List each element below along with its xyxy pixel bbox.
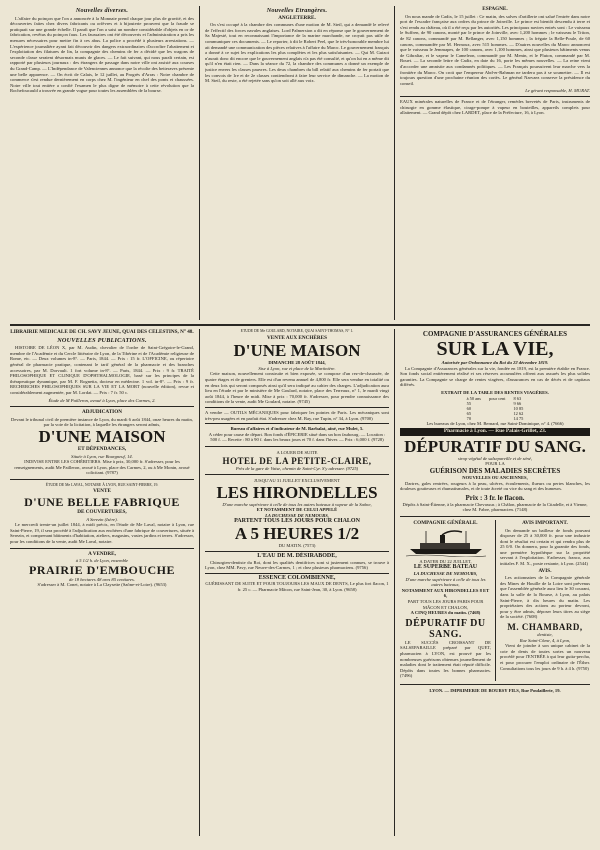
chambard-body: Vient de joindre à son unique cabinet de la cote de dents de toutes sortes un nouveau procédé pour l'ENTRÉE à qui leur gutta-percha, et pour procurer l'emploi ordinaire de l'Éther. Consultations tous les jours de 9 h. à 4 h. (9750) (499, 643, 590, 671)
country-heading: ESPAGNE. (482, 6, 508, 12)
rente-cell: 55 (466, 400, 472, 406)
country-heading: ANGLETERRE. (278, 14, 316, 21)
hirondelles-boat: LA DUCHESSE DE NEMOURS, (265, 512, 329, 518)
compagnie-body: La Compagnie d'Assurances générales sur la vie, fondée en 1819, est la première établie en France. Son fonds social entièrement réalisé et ses réserves accumulées offrent aux assurés les plus solides garanties. La Compagnie se charge de rentes viagères, d'assurances en cas de décès et de capitaux différés. (400, 365, 590, 388)
maison-heading: D'UNE MAISON (38, 426, 166, 446)
essence-title: ESSENCE COLOMBIENNE, (205, 573, 389, 582)
divider (400, 684, 590, 685)
article-body: On nous mande de Cadix, le 15 juillet : Ce matin, des salves d'artillerie ont salué l'entrée dans notre port de l'escadre française aux ordres du prince de Joinville. Le prince est bientôt descendu à terre et s'est rendu au château, où il a été reçu par les autorités. Les principaux navires entrés sont : Le vaisseau le Suffren, de 90 canons, monté par le prince de Joinville, avec 1,200 hommes ; le vaisseau le Triton, de 82 canons, commandé par M. Bellanger, avec 1,150 hommes ; la frégate la Belle-Poule, de 60 canons, commandée par M. Hernoux, avec 515 hommes. — D'autres nouvelles du Maroc annoncent que le vaisseau le Jemmapes, de 100 canons, avec 1,100 hommes, ainsi que plusieurs bâtiments venus de Gibraltar, et le vapeur le Cameleon, commandé par M. Menin, et le Pluton, commandé par M. Bouet. — La seconde lettre de Cadix, en date du 16, porte les mêmes nouvelles. — La reine vient d'accorder une amnistie aux condamnés politiques. — Les Français poursuivent leur marche vers la frontière du Maroc. On croit que l'empereur Abd-er-Rahman ne tardera pas à se soumettre. — Il est toujours question d'une prochaine réunion des cortès. Le général Narvaez conserve la présidence du conseil. (400, 13, 590, 86)
compagnie-title: COMPAGNIE D'ASSURANCES GÉNÉRALES (422, 330, 568, 338)
maison-address: Située à Lyon, rue Bourgneuf, 14. (71, 453, 133, 459)
depuratif-pour: POUR LA (485, 461, 505, 467)
depots-list: Dépôts à Saint-Étienne, à la pharmacie Chevassus ; à Châlon, pharmacie de la Citadelle, et à Vienne, chez M. Fabre, pharmacien. (7148) (402, 501, 588, 513)
top-column-1 (10, 6, 194, 320)
divider (205, 474, 389, 475)
guerison-sub: NOUVELLES OU ANCIENNES, (462, 474, 528, 480)
a-vendre-heading: A VENDRE, (88, 550, 116, 557)
section-divider (10, 324, 590, 326)
hotel-sub: Près de la gare de Vaise, chemin de Saint-Cyr. S'y adresser. (9725) (235, 465, 359, 471)
book-listings: HISTOIRE DE LÉON X, par M. Audin, chevalier de l'ordre de Saint-Grégoire-le-Grand, membre de l'Académie et du Cercle littéraire de Lyon, de la Tibérine et de l'Académie religieuse de Rome, etc. — Deux volumes in-8°. — Paris, 1844. — Prix : 15 fr. L'OFFICINE, ou répertoire général de pharmacie pratique, contenant le tarif général de la pharmacie et des branches accessoires, par M. Dorvault. 1 fort volume in-8°. — Paris, 1844. — Prix : 9 fr. TRAITÉ PHILOSOPHIQUE ET CLINIQUE D'OPHTHALMOLOGIE, basé sur les principes de la thérapeutique dynamique, par M. F. Rognetta, docteur en médecine. 1 vol. in-8°. — Prix : 9 fr. RECHERCHES PHILOSOPHIQUES SUR LA VIE ET LA MORT (nouvelle édition), revue et considérablement augmentée, par M. Lordat. — Prix : 7 fr. 50 c. (10, 345, 194, 395)
column-divider (199, 329, 200, 836)
fabrique-location: A Serezin (Isère). (86, 516, 118, 522)
price: Prix : 3 fr. le flacon. (465, 493, 525, 502)
guerison-heading: GUÉRISON DES MALADIES SECRÈTES (429, 466, 561, 475)
gerant-signature: Le gérant responsable, H. MURAT. (525, 88, 590, 94)
hirondelles-depart: PARTENT TOUS LES JOURS POUR CHALON (234, 518, 360, 525)
goulard-notice: ÉTUDE DE Me GOULARD, NOTAIRE, QUAI SAINT-THOMAS, N° 1. (240, 329, 354, 333)
divider (10, 548, 194, 549)
vente-body: Cette maison, nouvellement construite et bien exposée, se compose d'un rez-de-chaussée, de quatre étages et de greniers. Elle est d'un revenu annuel de 4,800 fr. Elle sera vendue en totalité ou en deux lots qui seront composés ainsi qu'il sera indiqué au cahier des charges. L'adjudication aura lieu en l'étude et par le ministère de Me Goulard, notaire, place des Terreaux, n° 1, le mardi vingt août 1844, à l'heure de midi. Mise à prix : 70,000 fr. S'adresser, pour prendre connaissance des conditions de la vente, audit Me Goulard, notaire. (9745) (205, 371, 389, 405)
pharmacie-header: Pharmacie à Lyon. — Rue Palais-Grillet, 23. (400, 428, 590, 436)
vente-title: VENTE (93, 488, 111, 495)
split-right (500, 520, 590, 681)
bottom-split (400, 520, 590, 681)
split-left (400, 520, 491, 681)
section-title: Nouvelles diverses. (75, 7, 129, 14)
dependances-heading: ET DÉPENDANCES, (77, 445, 127, 452)
divider (400, 516, 590, 517)
article-body: On s'est occupé à la chambre des communes d'une motion de M. Steil, qui a demandé le relevé de l'effectif des forces navales anglaises. Lord Palmerston a dit en réponse que le gouvernement de Sa Majesté, tout en reconnaissant l'importance de la marine marchande, ne croyait pas utile de communiquer ces documents. — Le reporter, à dit le Robert Peel, que le très-honorable membre lui ait demandé une communication des pièces relatives à l'affaire du Maroc. Le gouvernement français a donné à ce sujet les explications les plus complètes et les plus satisfaisantes. — Qui M. Guizot n'aurait donc dit encore que le gouvernement anglais n'a pas été consulté, et qu'on lui en a même dit qu'il n'en était rien. — Dans la séance du 72, la chambre des communes a donné un exemple de justice envers les classes pauvres. Les deux chambres du bill relatif aux chemins de fer portait que les convois de 1re et de 2e classes contiendront à faire leur service de dimanche. — La motion de M. Steil, du reste, a été rejetée sans qu'on soit allé aux voix. (205, 22, 389, 84)
cg-heure: A CINQ HEURES du matin. (7468) (410, 610, 481, 616)
essence-body: GUÉRISSANT DE SUITE ET POUR TOUJOURS LES MAUX DE DENTS, Le plus fort flacon, 1 fr. 25 c. — Pharmacie Mâcon, rue Saint-Jean, 30, à Lyon. (9658) (205, 581, 389, 593)
section-title: Nouvelles Etrangères. (266, 7, 328, 14)
top-column-3 (400, 6, 590, 320)
cg-notamment: NOTAMMENT AUX HIRONDELLES 8 ET 6, (401, 587, 490, 599)
hotel-heading: HOTEL DE LA PETITE-CLAIRE, (222, 455, 372, 466)
outils-ad: A vendre — OUTILS MÉCANIQUES pour fabriquer les pointes de Paris. Les mécaniques sont très-peu usagées et en parfait état. S'adresser chez M. Bay, rue Tupin, n° 34, à Lyon. (9700) (205, 407, 389, 421)
eau-body: Chirurgien-dentiste du Roi, dont les qualités dentifrices sont si justement connues, se trouve à Lyon, chez MM. Pavy, rue Neuve-des-Carmes, 1 ; et chez plusieurs pharmaciens. (9756) (205, 559, 389, 571)
rente-cell: 65 (466, 410, 472, 416)
hirondelles-hour: A 5 HEURES 1/2 (234, 524, 360, 544)
compagnie-generale-title: COMPAGNIE GÉNÉRALE. (413, 519, 478, 526)
avis-important-title: AVIS IMPORTANT. (522, 519, 568, 526)
cg-boat: LE SUPERBE BATEAU (413, 564, 478, 571)
bottom-column-1 (10, 329, 194, 836)
eau-title: L'EAU DE M. DÉSIRABODE, (205, 551, 389, 560)
sur-la-vie-heading: SUR LA VIE, (436, 338, 554, 360)
cg-date: A DATER DU 22 JUILLET, (419, 558, 472, 564)
avis-title: AVIS. (538, 567, 552, 574)
column-divider (199, 6, 200, 320)
prairie-location: à 5 1/2 h. de Lyon, ensemble (75, 558, 129, 564)
compagnie-agent: Les bureaux de Lyon, chez M. Bernard, rue Saint-Dominique, n° 4. (7666) (426, 420, 564, 426)
rente-cell: 12 62 (513, 410, 524, 416)
rente-cell: à 50 ans (466, 395, 482, 401)
couvertures-heading: DE COUVERTURES, (77, 509, 127, 516)
guerison-body: Dartres, gales rentrées, rougeurs à la peau, ulcères, écoulements, flueurs ou pertes blanches, les douleurs goutteuses et rhumatismales, et de toute âcreté ou vice du sang et des humeurs. (400, 480, 590, 492)
rente-cell: 70 (466, 415, 472, 421)
depuratif-sub: sirop végétal de salsepareille et de séné, (457, 455, 533, 461)
chambard-role: dentiste, (537, 632, 553, 637)
hirondelles-body: D'une marche supérieure à celle de tous les autres bateaux à vapeur de la Saône, (222, 501, 372, 507)
rente-cell: pour cent (489, 395, 506, 401)
cg-part: PART TOUS LES JOURS PARIS POUR MÂCON ET CHALON, (407, 599, 484, 610)
column-divider (394, 329, 395, 836)
rente-row (463, 396, 528, 401)
bottom-column-2 (205, 329, 389, 836)
divider (10, 479, 194, 480)
cg-marche: D'une marche supérieure à celle de tous les autres bateaux, (405, 576, 486, 588)
depuratif-heading: DÉPURATIF DU SANG. (404, 436, 586, 456)
rente-table (463, 396, 528, 421)
inner-divider (495, 520, 496, 681)
steamboat-icon (406, 529, 486, 557)
hirondelles-top: JUSQU'AU 31 JUILLET EXCLUSIVEMENT (253, 478, 341, 484)
vente-notice: ÉTUDE DE Me LAVAL, NOTAIRE À LYON, RUE SAINT-PIERRE, 19. (45, 482, 159, 487)
rente-cell: 9 66 (513, 400, 522, 406)
maison-location: Sise à Lyon, rue et place de la Martinière. (258, 365, 336, 371)
prairie-contact: S'adresser à M. Conet, notaire à La Claysette (Saône-et-Loire). (9653) (37, 582, 167, 588)
table-title: EXTRAIT DE LA TABLE DES RENTES VIAGÈRES. (441, 389, 549, 395)
rente-cell: 10 85 (513, 405, 524, 411)
top-column-2 (205, 6, 389, 320)
prairie-heading: PRAIRIE D'EMBOUCHE (28, 562, 175, 577)
newspaper-page (10, 6, 590, 836)
adjudication-body: Devant le tribunal civil de première instance de Lyon, du mardi 6 août 1844, onze heures du matin, par la voie de la licitation, à laquelle les étrangers seront admis, (11, 416, 193, 428)
hirondelles-heading: LES HIRONDELLES (216, 482, 378, 502)
rente-cell: 8 63 (513, 395, 522, 401)
fabrique-body: Le mercredi trente-un juillet 1844, à midi précis, en l'étude de Me Laval, notaire à Lyon, rue Saint-Pierre, 19, il sera procédé à l'adjudication aux enchères d'une fabrique de couvertures, située à Serezin, et comprenant bâtiments d'habitation, ateliers, magasins, vastes jardins et terres. S'adresser, pour les conditions de la vente, audit Me Laval, notaire. (10, 522, 194, 545)
imprint: LYON. — IMPRIMERIE DE BOURSY FILS, Rue Poulaillerie, 19. (429, 688, 561, 693)
publications-title: NOUVELLES PUBLICATIONS. (57, 336, 147, 344)
chambard-address: Rue Saint-Côme, 4, à Lyon, (519, 637, 571, 643)
adjudication-title: ADJUDICATION (82, 409, 122, 416)
maison-heading: D'UNE MAISON (233, 341, 361, 361)
bottom-column-3 (400, 329, 590, 836)
hirondelles-notice: ET NOTAMMENT DE CELUI APPELÉ (256, 507, 338, 513)
avis-body: Les actionnaires de la Compagnie générale des Mines de Houille de la Loire sont prévenus que l'assemblée générale aura lieu le 30 courant, dans la salle de la Bourse, à Lyon, au palais Saint-Pierre, à dix heures du matin. Les propriétaires des actions au porteur devront, pour y être admis, déposer leurs titres au siège de la société. (7608) (499, 575, 590, 620)
eaux-minerales-ad: EAUX minérales naturelles de France et de l'étranger, remèdes brevetés de Paris, instruments de chirurgie en gomme élastique, cirage-pompe à vapeur en bouteilles, appareils complets pour allaitement. — Grand dépôt chez LARDET, place de la Préfecture, 16, à Lyon. (400, 96, 590, 116)
vente-date: DIMANCHE 28 AOÛT 1844, (268, 360, 326, 366)
rente-cell: 14 75 (513, 415, 524, 421)
vente-encheres-title: VENTE AUX ENCHÈRES (267, 334, 327, 341)
divider (10, 406, 194, 407)
prairie-size: de 18 hectares 48 ares 85 centiares. (69, 576, 135, 582)
rente-cell: 60 (466, 405, 472, 411)
avis-important-body: On demande un bailleur de fonds pouvant disposer de 25 à 30,000 fr. pour une industrie dont le résultat est certain et qui rendra plus de 25 0/0. On donnera, pour la garantie des fonds, une première hypothèque sur la propriété servant à l'exploitation. S'adresser, franco, aux initiales F. M. X., poste restante, à Lyon. (2544) (499, 527, 590, 567)
depuratif2-body: LE SUCCÈS CROISSANT DE SALSEPARAILLE préparé par QUET, pharmacien à LYON, est prouvé par les nombreuses guérisons obtenues journellement de maladies dont le traitement était réputé difficile. Dépôts dans toutes les bonnes pharmacies. (7496) (400, 639, 491, 679)
divider (205, 446, 389, 447)
article-body: L'affaire du poinçon que l'on a annoncée à la Monnaie prend chaque jour plus de gravité, et des découvertes faites chez divers fabricants ou orfèvres et à bijouterie prouvent que la fraude se pratiquait sur une grande échelle. Il paraît que l'on a saisi un nombre considérable d'objets en or de fabrication, revêtus du poinçon faux. Les faussaires ont été découverts et l'administration a pris les mesures nécessaires pour mettre fin à ces abus. La police a procédé à plusieurs arrestations. — L'expérience journalière ayant fait découvrir des dangers extraordinaires d'accroître l'abattement et l'exploitation des filatures de lin, la compagnie des chemins de fer a décidé que les wagons de seconde classe seraient désormais munis de glaces. — Le fait suivant, qui nous paraît certain, est rapporté par plusieurs journaux : des étrangers de passage dans notre ville ont assisté aux courses du Grand-Camp. — L'Indépendance de Valenciennes annonce que la récolte des betteraves présente une belle apparence. — On écrit de Calais, le 12 juillet, au Progrès d'Arras : Notre chambre de commerce s'est rendue dernièrement en corps chez M. l'ingénieur en chef des ponts et chaussées. Notre ville tout entière a confié l'examen le plus digne de mémoire à cette révolution que la Rochefoucauld a trouvée en grande vogue pour toutes les assemblées de la bourse. (10, 15, 194, 94)
hotel-top: A LOUER DE SUITE (276, 449, 318, 455)
fabrique-heading: D'UNE BELLE FABRIQUE (24, 495, 180, 510)
compagnie-authorization: Autorisée par Ordonnance du Roi du 22 décembre 1819. (441, 360, 549, 365)
bureau-body: A céder pour cause de départ. Bon fonds d'ÉPICERIE situé dans un bon faubourg. — Location : 500 f. — Recette : 80 à 90 f. dans les beaux jours et 70 f. dans l'hiver. — Prix : 6,000 f. (9728) (208, 431, 386, 443)
librairie-header: LIBRAIRIE MÉDICALE DE CH. SAVY JEUNE, QUAI DES CÉLESTINS, N° 48. (10, 329, 194, 335)
etude-notice: Étude de M Pailleron, avoué à Lyon, place des Carmes, 2. (48, 397, 156, 403)
cg-name: LA DUCHESSE DE NEMOURS, (413, 571, 478, 577)
depuratif2-heading: DÉPURATIF DU SANG. (405, 617, 486, 640)
column-divider (394, 6, 395, 320)
bureau-title: Bureau d'affaires et d'indicateur de M. Barbalat, aîné, rue Mulet, 5. (205, 423, 389, 432)
chambard-heading: M. CHAMBARD, (507, 622, 583, 632)
maison-details: INDIVISE ENTRE LES COHÉRITIERS. Mise à prix, 30,000 fr. S'adresser, pour les renseignements, audit Me Pailleron, avoué à Lyon, place des Carmes, 2, ou à Me Monin, avoué colicitant. (9787) (14, 459, 190, 476)
hirondelles-matin: DU MATIN. (7573) (278, 543, 316, 549)
